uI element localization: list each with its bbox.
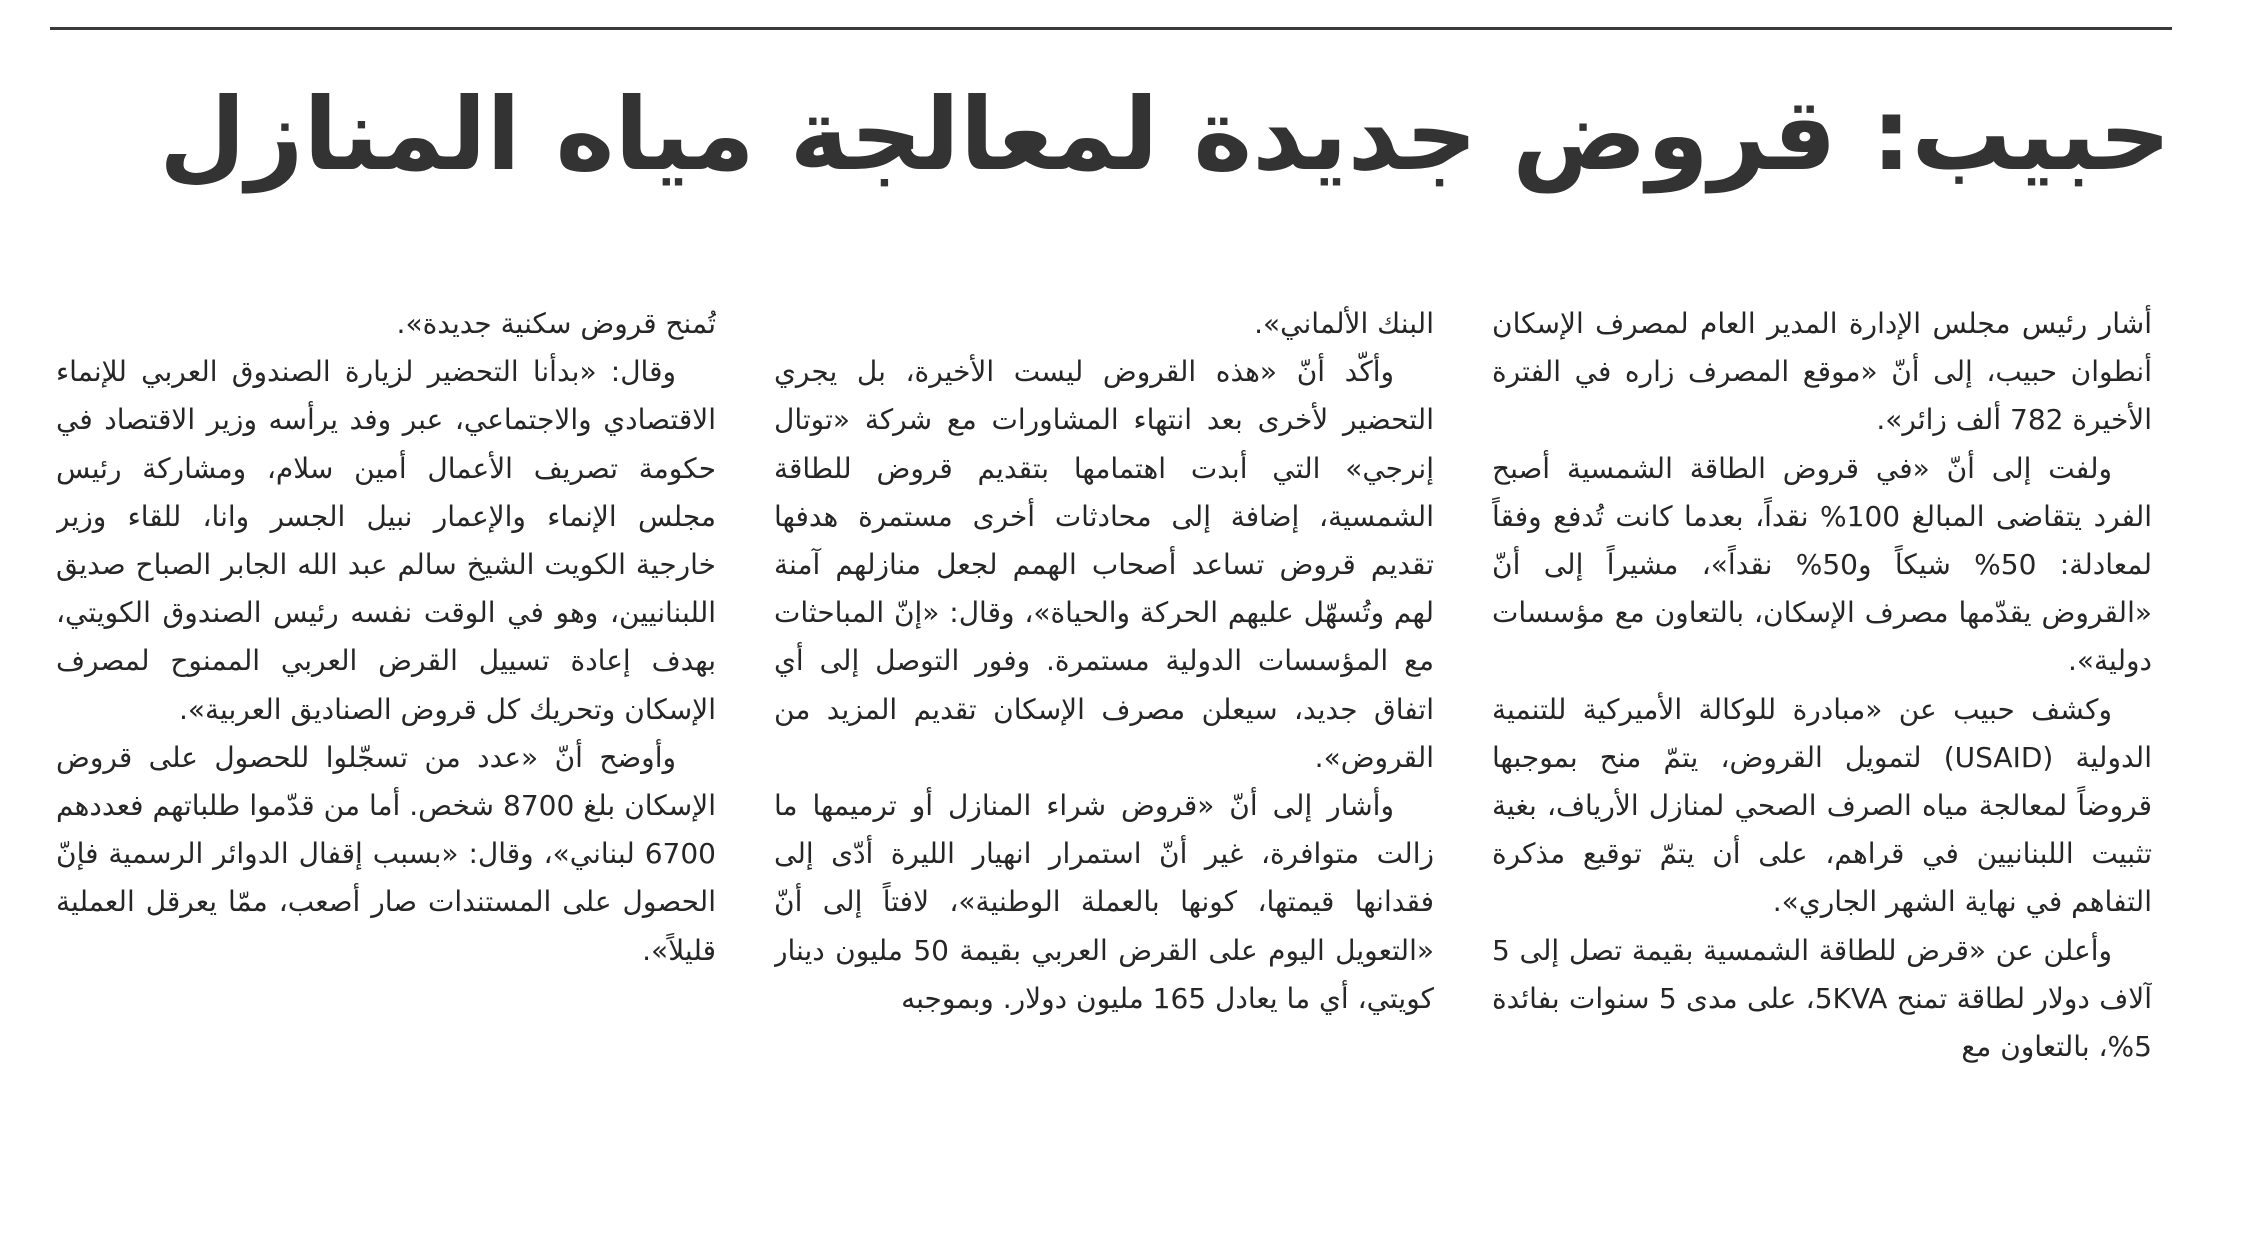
headline: حبيب: قروض جديدة لمعالجة مياه المنازل <box>159 76 2171 193</box>
article-column-2 <box>774 300 1434 1180</box>
paragraph: وكشف حبيب عن «مبادرة للوكالة الأميركية للتنمية الدولية (USAID) لتمويل القروض، يتمّ منح بموجبها قروضاً لمعالجة مياه الصرف الصحي لمنازل الأرياف، بغية تثبيت اللبنانيين في قراهم، على أن يتمّ توقيع مذكرة التفاهم في نهاية الشهر الجاري». <box>1492 692 2152 919</box>
paragraph: وأكّد أنّ «هذه القروض ليست الأخيرة، بل يجري التحضير لأخرى بعد انتهاء المشاورات مع شركة «توتال إنرجي» التي أبدت اهتمامها بتقديم قروض للطاقة الشمسية، إضافة إلى محادثات أخرى مستمرة هدفها تقديم قروض تساعد أصحاب الهمم لجعل منازلهم آمنة لهم وتُسهّل عليهم الحركة والحياة»، وقال: «إنّ المباحثات مع المؤسسات الدولية مستمرة. وفور التوصل إلى أي اتفاق جديد، سيعلن مصرف الإسكان تقديم المزيد من القروض». <box>774 355 1434 774</box>
paragraph: وأشار إلى أنّ «قروض شراء المنازل أو ترميمها ما زالت متوافرة، غير أنّ استمرار انهيار الليرة أدّى إلى فقدانها قيمتها، كونها بالعملة الوطنية»، لافتاً إلى أنّ «التعويل اليوم على القرض العربي بقيمة 50 مليون دينار كويتي، أي ما يعادل 165 مليون دولار. وبموجبه <box>774 789 1434 1015</box>
article-column-1 <box>1492 300 2152 1180</box>
top-rule <box>50 27 2172 30</box>
article-column-3 <box>56 300 716 1180</box>
paragraph: البنك الألماني». <box>1254 307 1434 340</box>
paragraph: وأعلن عن «قرض للطاقة الشمسية بقيمة تصل إلى 5 آلاف دولار لطاقة تمنح 5KVA، على مدى 5 سنوات بفائدة 5%، بالتعاون مع <box>1492 933 2152 1064</box>
paragraph: ولفت إلى أنّ «في قروض الطاقة الشمسية أصبح الفرد يتقاضى المبالغ 100% نقداً، بعدما كانت تُدفع وفقاً لمعادلة: 50% شيكاً و50% نقداً»، مشيراً إلى أنّ «القروض يقدّمها مصرف الإسكان، بالتعاون مع مؤسسات دولية». <box>1492 451 2152 678</box>
paragraph: وأوضح أنّ «عدد من تسجّلوا للحصول على قروض الإسكان بلغ 8700 شخص. أما من قدّموا طلباتهم فعددهم 6700 لبناني»، وقال: «بسبب إقفال الدوائر الرسمية فإنّ الحصول على المستندات صار أصعب، ممّا يعرقل العملية قليلاً». <box>56 740 716 967</box>
paragraph: تُمنح قروض سكنية جديدة». <box>396 307 716 340</box>
paragraph: أشار رئيس مجلس الإدارة المدير العام لمصرف الإسكان أنطوان حبيب، إلى أنّ «موقع المصرف زاره في الفترة الأخيرة 782 ألف زائر». <box>1492 307 2152 437</box>
paragraph: وقال: «بدأنا التحضير لزيارة الصندوق العربي للإنماء الاقتصادي والاجتماعي، عبر وفد يرأسه وزير الاقتصاد في حكومة تصريف الأعمال أمين سلام، ومشاركة رئيس مجلس الإنماء والإعمار نبيل الجسر وانا، للقاء وزير خارجية الكويت الشيخ سالم عبد الله الجابر الصباح صديق اللبنانيين، وهو في الوقت نفسه رئيس الصندوق الكويتي، بهدف إعادة تسييل القرض العربي الممنوح لمصرف الإسكان وتحريك كل قروض الصناديق العربية». <box>56 355 716 726</box>
